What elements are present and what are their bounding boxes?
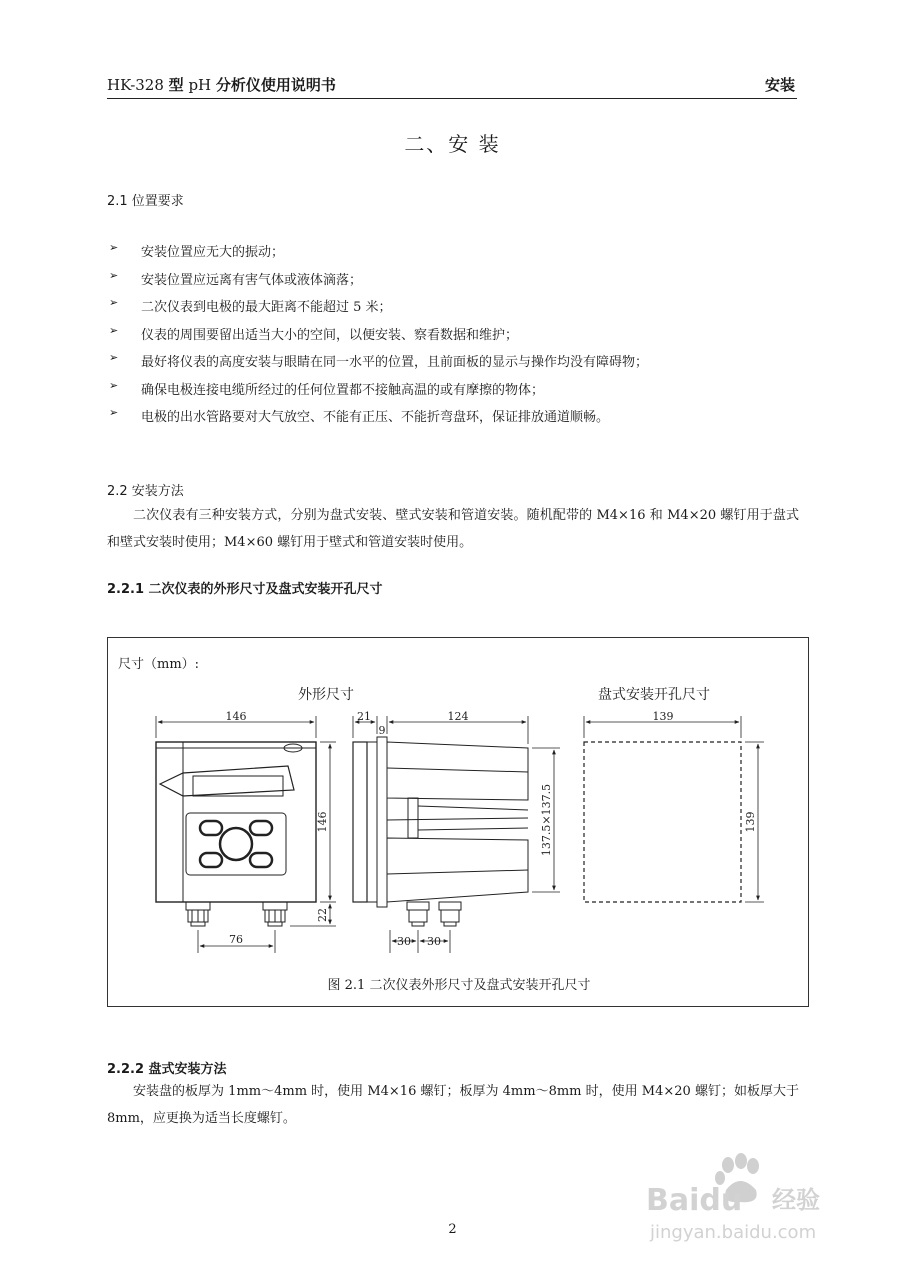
panel-cutout (584, 742, 741, 902)
dim-side-9: 9 (378, 724, 386, 737)
dim-cut-width: 139 (652, 710, 674, 723)
arrow-bullet-icon: ➢ (109, 323, 119, 337)
figure-caption: 图 2.1 二次仪表外形尺寸及盘式安装开孔尺寸 (327, 978, 591, 993)
heading-2-1: 2.1 位置要求 (107, 194, 184, 209)
dim-side-gland-a: 30 (397, 935, 411, 948)
arrow-bullet-icon: ➢ (109, 351, 119, 364)
page-header (107, 72, 797, 99)
arrow-bullet-icon: ➢ (109, 406, 119, 419)
cable-gland-right (263, 902, 287, 926)
dim-side-cutout: 137.5×137.5 (540, 783, 553, 857)
arrow-bullet-icon: ➢ (109, 268, 119, 282)
header-manual-title: HK-328 型 pH 分析仪使用说明书 (107, 76, 336, 94)
page-number: 2 (448, 1222, 457, 1237)
outline-label: 外形尺寸 (298, 687, 354, 703)
cable-gland-side-b (439, 902, 461, 926)
panel-install-paragraph: 安装盘的板厚为 1mm～4mm 时，使用 M4×16 螺钉；板厚为 4mm～8mm 时，使用 M4×20 螺钉；如板厚大于 8mm，应更换为适当长度螺钉。 (107, 1084, 799, 1126)
dim-side-21: 21 (357, 710, 371, 723)
dim-side-gland-b: 30 (427, 935, 441, 948)
dimension-drawing (108, 638, 810, 1008)
baidu-jingyan-watermark (640, 1150, 860, 1250)
list-item: ➢ 仪表的周围要留出适当大小的空间，以便安装、察看数据和维护； (109, 323, 519, 343)
dimension-figure (107, 637, 809, 1007)
cutout-label: 盘式安装开孔尺寸 (598, 687, 710, 703)
cable-gland-side-a (407, 902, 429, 926)
list-item: ➢ 安装位置应无大的振动； (109, 241, 285, 260)
dim-gland-spacing: 76 (229, 933, 243, 946)
watermark-url: jingyan.baidu.com (650, 1222, 817, 1243)
list-item: ➢ 电极的出水管路要对大气放空、不能有正压、不能折弯盘环，保证排放通道顺畅。 (109, 406, 610, 425)
dim-front-width: 146 (225, 710, 247, 723)
install-methods-paragraph: 二次仪表有三种安装方式，分别为盘式安装、壁式安装和管道安装。随机配带的 M4×16 和 M4×20 螺钉用于盘式和壁式安装时使用；M4×60 螺钉用于壁式和管道安装时使用。 (107, 508, 799, 550)
arrow-bullet-icon: ➢ (109, 296, 119, 309)
requirements-list (107, 241, 807, 434)
front-view (156, 742, 316, 926)
watermark-brand: Baidu (646, 1183, 743, 1218)
side-view (353, 737, 528, 926)
header-section: 安装 (764, 76, 795, 94)
page-title: 二、安 装 (404, 132, 501, 156)
list-item: ➢ 最好将仪表的高度安装与眼睛在同一水平的位置，且前面板的显示与操作均没有障碍物； (109, 351, 649, 370)
unit-label: 尺寸（mm）: (118, 657, 200, 672)
heading-2-2-2: 2.2.2 盘式安装方法 (107, 1062, 227, 1077)
arrow-bullet-icon: ➢ (109, 378, 119, 392)
cable-gland-left (186, 902, 210, 926)
dim-front-height: 146 (316, 811, 329, 833)
list-item: ➢ 安装位置应远离有害气体或液体滴落； (109, 268, 363, 288)
dim-gland-height: 22 (316, 908, 329, 922)
dim-cut-height: 139 (744, 811, 757, 833)
dim-side-depth: 124 (447, 710, 469, 723)
heading-2-2: 2.2 安装方法 (107, 484, 184, 499)
heading-2-2-1: 2.2.1 二次仪表的外形尺寸及盘式安装开孔尺寸 (107, 582, 383, 597)
arrow-bullet-icon: ➢ (109, 241, 119, 254)
watermark-product: 经验 (772, 1186, 820, 1214)
list-item: ➢ 确保电极连接电缆所经过的任何位置都不接触高温的或有摩擦的物体； (109, 378, 545, 398)
list-item: ➢ 二次仪表到电极的最大距离不能超过 5 米； (109, 296, 392, 315)
